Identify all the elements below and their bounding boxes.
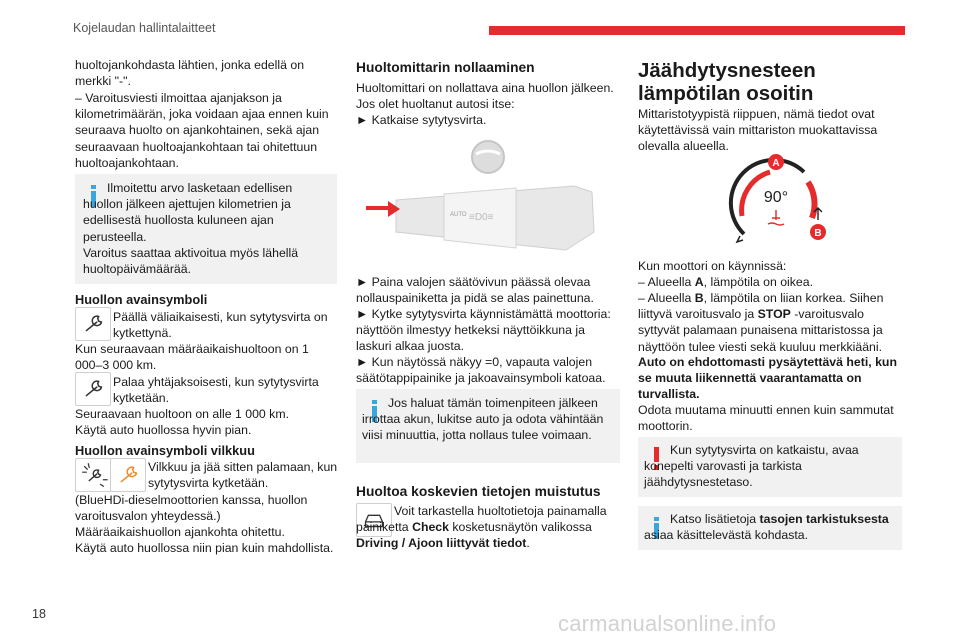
info-text: Jos haluat tämän toimenpiteen jälkeen irrottaa akun, lukitse auto ja odota vähintään viisi minuuttia, jotta nollaus tulee voimaan. [362,396,604,443]
paragraph: Vilkkuu ja jää sitten palamaan, kun sytytysvirta kytketään. [148,460,338,491]
paragraph: ► Kun näytössä näkyy =0, vapauta valojen säätötappipainike ja jakoavainsymboli katoaa. [356,355,606,386]
blinking-key-icon-box [75,458,111,492]
wrench-icon [76,373,110,405]
light-stalk-illustration [356,128,620,268]
recall-text: Voit tarkastella huoltotietoja painamalla painiketta Check kosketusnäytön valikossa Driving / Ajoon liittyvät tiedot. [356,504,607,551]
service-key-icon-box [75,372,111,406]
heading-service-key-blinking: Huollon avainsymboli vilkkuu [75,443,255,458]
paragraph: Huoltomittari on nollattava aina huollon jälkeen. Jos olet huoltanut autosi itse: [356,81,614,112]
paragraph: Mittaristotyypistä riippuen, nämä tiedot ovat käytettävissä vain mittariston muokattavissa olevalla alueella. [638,107,878,154]
label-b: B [814,228,822,239]
coolant-gauge [722,152,832,248]
paragraph: Kun seuraavaan määräaikaishuoltoon on 1 000–3 000 km. [75,342,309,373]
info-text-a [83,180,331,277]
paragraph: Päällä väliaikaisesti, kun sytytysvirta on kytkettynä. [113,310,328,341]
paragraph: Käytä auto huollossa hyvin pian. [75,423,252,437]
info-text: Katso lisätietoja tasojen tarkistuksesta asiaa käsittelevästä kohdasta. [644,512,889,543]
heading-reset: Huoltomittarin nollaaminen [356,60,535,75]
title-line1: Jäähdytysnesteen [638,59,816,82]
coolant-temperature-icon [768,210,784,225]
paragraph: ► Paina valojen säätövivun päässä olevaa nollauspainiketta ja pidä se alas painettuna. [356,275,594,306]
heading-service-key: Huollon avainsymboli [75,292,208,307]
page-number: 18 [32,607,46,621]
service-key-icon-box [75,307,111,341]
paragraph: – Alueella B, lämpötila on liian korkea. Siihen liittyvä varoitusvalo ja STOP -varoitusvalo syttyvät palamaan punaisena mittaristossa ja näyttöön tulee viesti sekä kuuluu merkkiääni. [638,291,884,354]
paragraph: Käytä auto huollossa niin pian kuin mahdollista. [75,541,334,555]
paragraph-bold: Auto on ehdottomasti pysäytettävä heti, kun se muuta liikennettä vaarantamatta on turvallista. [638,355,897,402]
orange-key-icon-box [110,458,146,492]
watermark: carmanualsonline.info [558,611,777,636]
header-accent-bar [489,26,905,35]
heading-recall: Huoltoa koskevien tietojen muistutus [356,484,601,499]
paragraph: (BlueHDi-dieselmoottorien kanssa, huollon varoitusvalon yhteydessä.) [75,493,308,524]
paragraph: ► Katkaise sytytysvirta. [356,113,487,127]
paragraph: Määräaikaishuollon ajankohta ohitettu. [75,525,285,539]
info-text-a: Ilmoitettu arvo lasketaan edellisen huollon jälkeen ajettujen kilometrien ja edellisestä huollosta kuluneen ajan perusteella. [83,181,293,244]
info-text-b: Varoitus saattaa aktivoitua myös lähellä huoltopäivämäärää. [83,245,299,277]
paragraph: Odota muutama minuutti ennen kuin sammutat moottorin. [638,403,894,434]
paragraph: – Alueella A, lämpötila on oikea. [638,275,814,289]
paragraph: ► Kytke sytytysvirta käynnistämättä moottoria: näyttöön ilmestyy hetkeksi näyttöikkuna ja laskuri alkaa juosta. [356,307,611,354]
label-a: A [772,158,780,169]
paragraph: – Varoitusviesti ilmoittaa ajanjakson ja kilometrimäärän, joka voidaan ajaa ennen kuin seuraava huolto on ajankohtainen, sekä ajan seuraavaan huoltoajankohtaan tai ohitettuun huoltoajankohtaan. [75,91,329,170]
paragraph: huoltojankohdasta lähtien, jonka edellä on merkki "-". [75,58,305,89]
paragraph: Kun moottori on käynnissä: [638,259,787,273]
svg-text:AUTO: AUTO [450,212,467,218]
paragraph: Palaa yhtäjaksoisesti, kun sytytysvirta kytketään. [113,375,319,406]
svg-text:≡D0≡: ≡D0≡ [469,212,494,223]
section-header: Kojelaudan hallintalaitteet [73,21,216,35]
wrench-icon [76,308,110,340]
title-line2: lämpötilan osoitin [638,82,814,105]
wrench-orange-icon [111,459,145,491]
warning-text: Kun sytytysvirta on katkaistu, avaa konepelti varovasti ja tarkista jäähdytysnestetaso. [644,443,859,490]
info-box-text [83,180,331,277]
gauge-value: 90° [763,189,789,206]
paragraph: Seuraavaan huoltoon on alle 1 000 km. [75,407,289,421]
blinking-wrench-icon [76,459,110,491]
